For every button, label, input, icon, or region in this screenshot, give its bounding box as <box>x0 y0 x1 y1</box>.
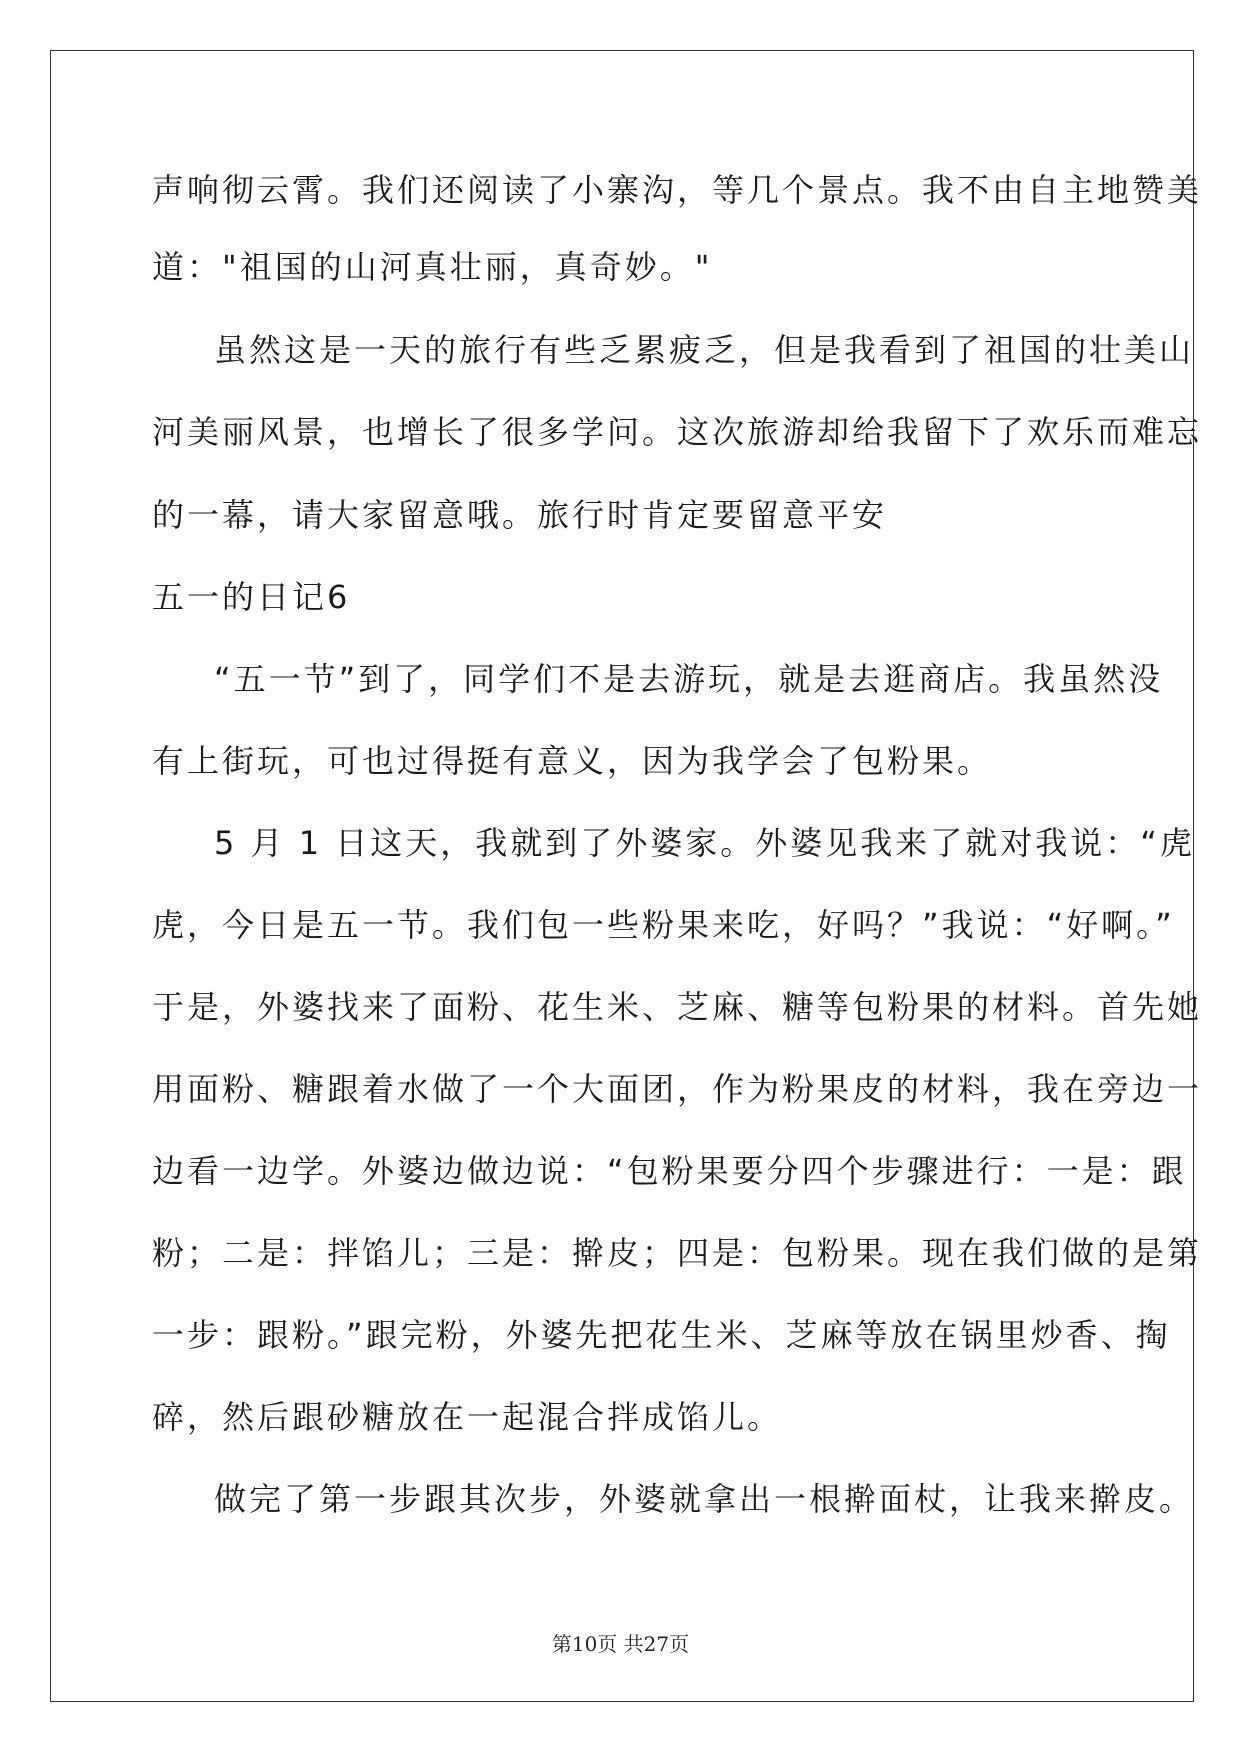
text-line: 声响彻云霄。我们还阅读了小寨沟，等几个景点。我不由自主地赞美 <box>152 171 1203 209</box>
text-line: 河美丽风景，也增长了很多学问。这次旅游却给我留下了欢乐而难忘 <box>152 413 1203 451</box>
text-line: 做完了第一步跟其次步，外婆就拿出一根擀面杖，让我来擀皮。 <box>214 1480 1195 1518</box>
text-line: 粉；二是：拌馅儿；三是：擀皮；四是：包粉果。现在我们做的是第 <box>152 1234 1203 1272</box>
text-line: 虎，今日是五一节。我们包一些粉果来吃，好吗？”我说：“好啊。” <box>152 906 1175 944</box>
text-line: 的一幕，请大家留意哦。旅行时肯定要留意平安 <box>152 496 888 534</box>
text-line: 5 月 1 日这天，我就到了外婆家。外婆见我来了就对我说：“虎 <box>214 824 1195 862</box>
text-line: 碎，然后跟砂糖放在一起混合拌成馅儿。 <box>152 1398 783 1436</box>
text-line: 一步：跟粉。”跟完粉，外婆先把花生米、芝麻等放在锅里炒香、掏 <box>152 1316 1171 1354</box>
page-footer: 第10页 共27页 <box>551 1632 690 1656</box>
text-line: 虽然这是一天的旅行有些乏累疲乏，但是我看到了祖国的壮美山 <box>214 331 1195 369</box>
text-line: 用面粉、糖跟着水做了一个大面团，作为粉果皮的材料，我在旁边一 <box>152 1070 1203 1108</box>
text-line: “五一节”到了，同学们不是去游玩，就是去逛商店。我虽然没 <box>214 660 1164 698</box>
section-heading: 五一的日记6 <box>152 578 351 616</box>
text-line: 边看一边学。外婆边做边说：“包粉果要分四个步骤进行：一是：跟 <box>152 1152 1187 1190</box>
text-line: 于是，外婆找来了面粉、花生米、芝麻、糖等包粉果的材料。首先她 <box>152 988 1203 1026</box>
text-line: 有上街玩，可也过得挺有意义，因为我学会了包粉果。 <box>152 742 993 780</box>
page-border <box>50 50 1194 1702</box>
text-line: 道："祖国的山河真壮丽，真奇妙。" <box>152 248 713 286</box>
